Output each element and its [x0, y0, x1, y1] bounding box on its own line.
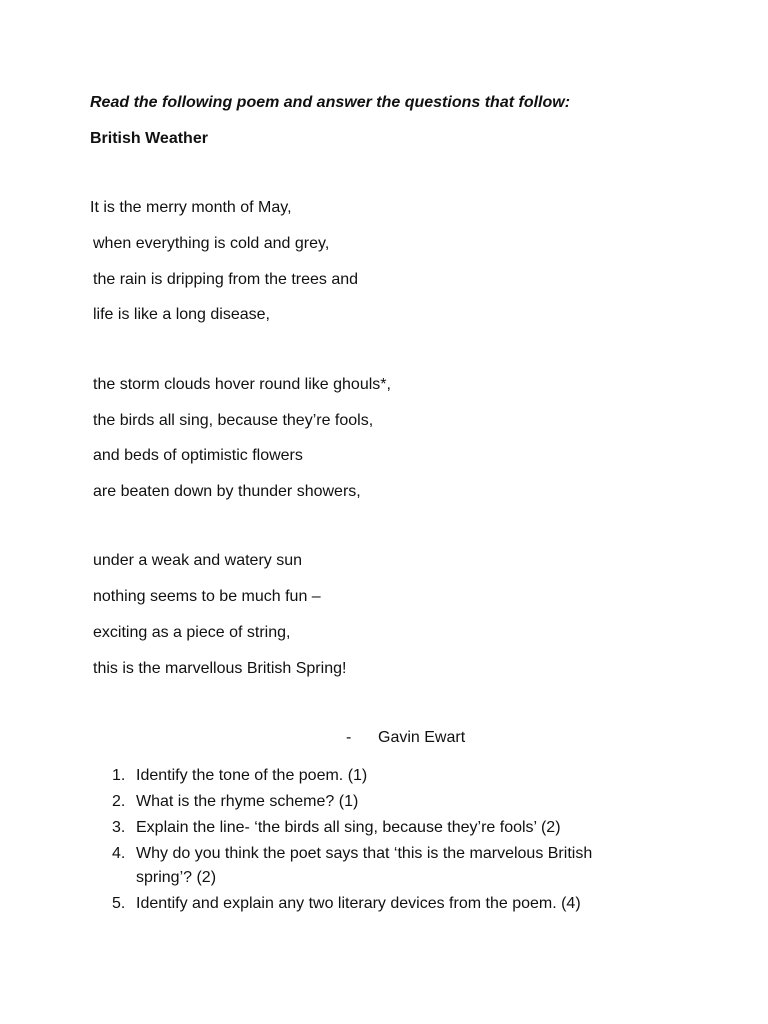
question-item: [108, 790, 648, 814]
poem-line: are beaten down by thunder showers,: [93, 483, 361, 500]
question-number: 3.: [112, 819, 126, 836]
poem-line: the rain is dripping from the trees and: [93, 271, 359, 288]
poem-line: when everything is cold and grey,: [93, 235, 330, 252]
question-item: [108, 816, 648, 840]
poem-line: life is like a long disease,: [93, 306, 270, 323]
question-item: [108, 842, 648, 890]
poem-line: the birds all sing, because they’re fools,: [93, 412, 374, 429]
poem-line: It is the merry month of May,: [90, 199, 292, 216]
instruction-text: Read the following poem and answer the questions that follow:: [90, 94, 571, 111]
author-dash: -: [346, 729, 352, 746]
question-number: 1.: [112, 767, 126, 784]
question-item: [108, 764, 648, 788]
question-number: 2.: [112, 793, 126, 810]
poem-line: the storm clouds hover round like ghouls*,: [93, 376, 391, 393]
question-number: 4.: [112, 845, 126, 862]
question-number: 5.: [112, 895, 126, 912]
question-list: [108, 764, 648, 918]
poem-title: British Weather: [90, 130, 208, 147]
poem-line: under a weak and watery sun: [93, 552, 303, 569]
question-text: Explain the line- ‘the birds all sing, because they’re fools’ (2): [136, 819, 561, 836]
poem-line: nothing seems to be much fun –: [93, 588, 321, 605]
author-name: Gavin Ewart: [378, 729, 466, 746]
question-text: What is the rhyme scheme? (1): [136, 793, 359, 810]
poem-line: and beds of optimistic flowers: [93, 447, 303, 464]
question-item: [108, 892, 648, 916]
poem-line: this is the marvellous British Spring!: [93, 660, 347, 677]
question-text: Why do you think the poet says that ‘this is the marvelous British spring’? (2): [136, 845, 593, 886]
author-attribution: [346, 729, 465, 747]
question-text: Identify and explain any two literary devices from the poem. (4): [136, 895, 581, 912]
poem-line: exciting as a piece of string,: [93, 624, 291, 641]
question-text: Identify the tone of the poem. (1): [136, 767, 368, 784]
